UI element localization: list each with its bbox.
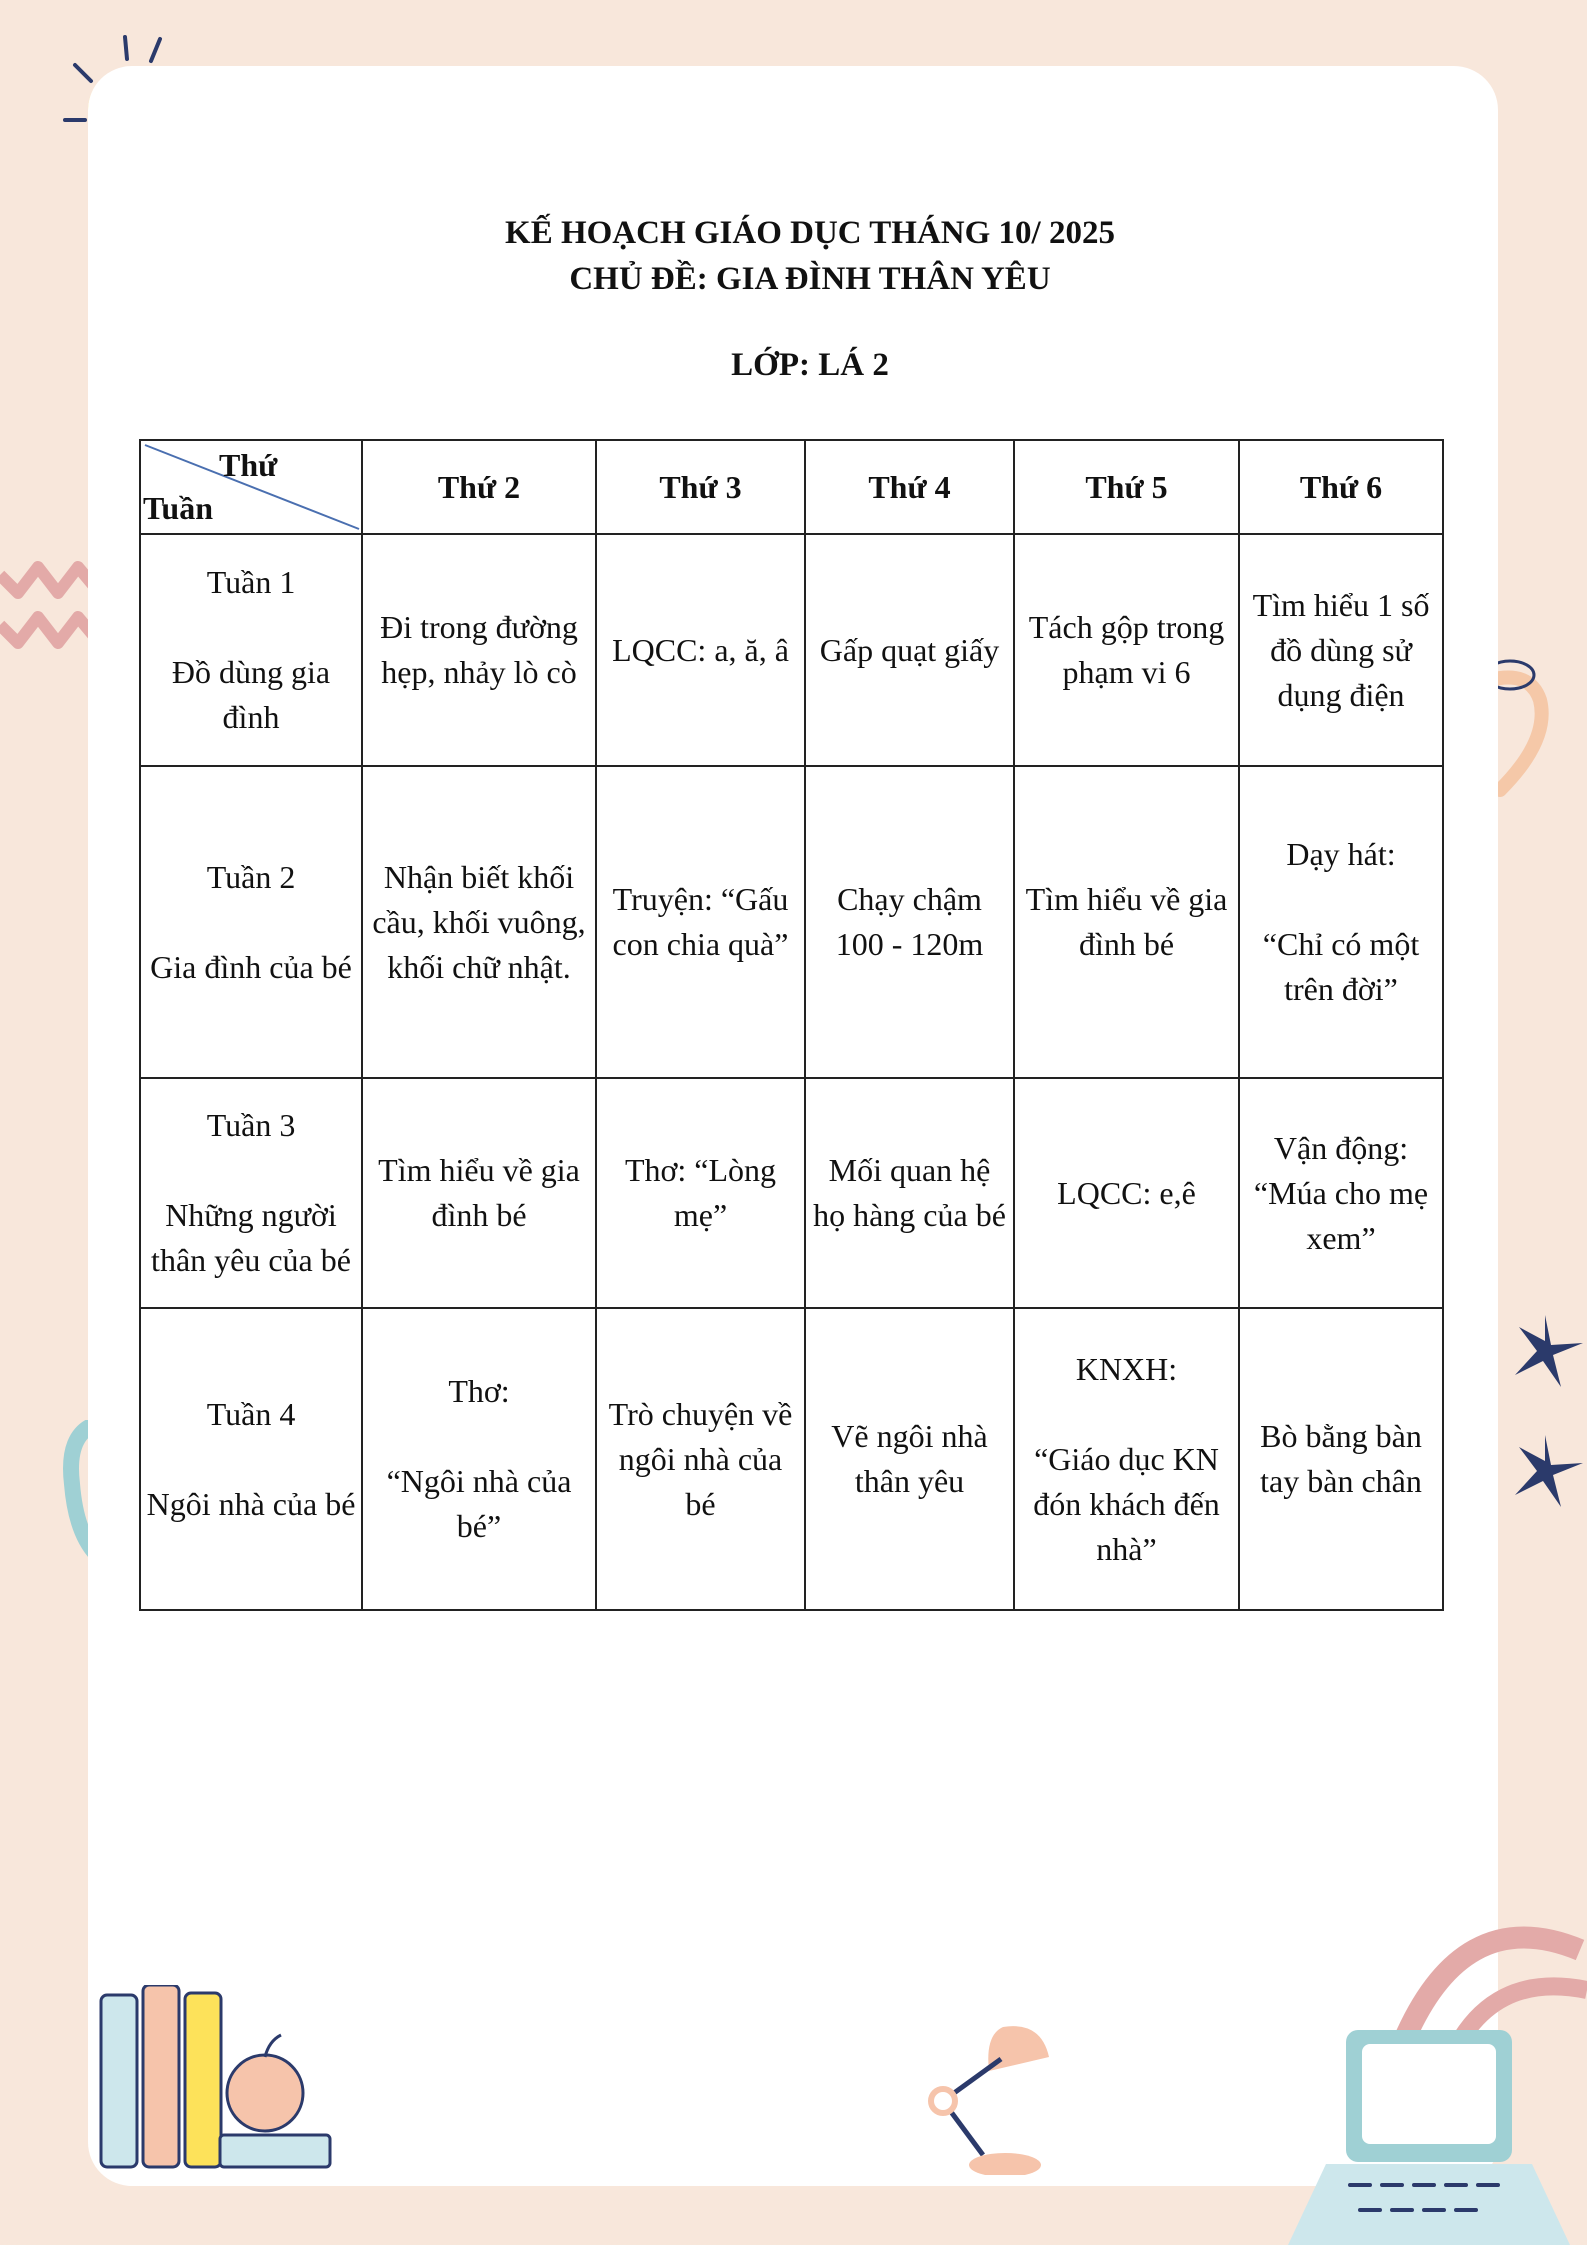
- week-label-cell: [140, 766, 362, 1078]
- activity-cell: Tách gộp trong phạm vi 6: [1014, 534, 1239, 766]
- activity-cell: Tìm hiểu về gia đình bé: [1014, 766, 1239, 1078]
- header-row: [140, 440, 1443, 534]
- activity-cell: Vận động: “Múa cho mẹ xem”: [1239, 1078, 1443, 1308]
- activity-cell: Trò chuyện về ngôi nhà của bé: [596, 1308, 805, 1610]
- activity-cell: LQCC: e,ê: [1014, 1078, 1239, 1308]
- activity-cell: Bò bằng bàn tay bàn chân: [1239, 1308, 1443, 1610]
- week-topic: Đồ dùng gia đình: [171, 654, 331, 735]
- week-row-2: [140, 766, 1443, 1078]
- activity-cell: Thơ: “Ngôi nhà của bé”: [362, 1308, 596, 1610]
- week-topic: Ngôi nhà của bé: [146, 1485, 356, 1522]
- activity-cell: KNXH: “Giáo dục KN đón khách đến nhà”: [1014, 1308, 1239, 1610]
- header-day-4: Thứ 4: [805, 440, 1014, 534]
- week-name: Tuần 4: [206, 1395, 296, 1432]
- activity-cell: Dạy hát: “Chỉ có một trên đời”: [1239, 766, 1443, 1078]
- week-topic: Những người thân yêu của bé: [151, 1197, 351, 1278]
- activity-cell: Đi trong đường hẹp, nhảy lò cò: [362, 534, 596, 766]
- activity-cell: Thơ: “Lòng mẹ”: [596, 1078, 805, 1308]
- header-day-5: Thứ 5: [1014, 440, 1239, 534]
- week-name: Tuần 3: [206, 1107, 296, 1143]
- week-row-3: [140, 1078, 1443, 1308]
- document-theme: CHỦ ĐỀ: GIA ĐÌNH THÂN YÊU: [569, 261, 1051, 297]
- week-label-cell: [140, 1308, 362, 1610]
- activity-cell: Truyện: “Gấu con chia quà”: [596, 766, 805, 1078]
- header-day-2: Thứ 2: [362, 440, 596, 534]
- header-day-3: Thứ 3: [596, 440, 805, 534]
- cross-icon: [1505, 1305, 1587, 1525]
- activity-cell: Nhận biết khối cầu, khối vuông, khối chữ nhật.: [362, 766, 596, 1078]
- activity-cell: Tìm hiểu về gia đình bé: [362, 1078, 596, 1308]
- books-icon: [95, 1985, 345, 2175]
- title-block: [0, 210, 1587, 388]
- week-topic: Gia đình của bé: [150, 948, 352, 985]
- corner-cell: [140, 440, 362, 534]
- activity-cell: Mối quan hệ họ hàng của bé: [805, 1078, 1014, 1308]
- activity-cell: Gấp quạt giấy: [805, 534, 1014, 766]
- schedule-table: [139, 439, 1444, 1611]
- class-label: LỚP: LÁ 2: [731, 347, 889, 383]
- corner-label-week: Tuần: [143, 490, 213, 526]
- laptop-icon: [1270, 1910, 1587, 2245]
- activity-cell: Chạy chậm 100 - 120m: [805, 766, 1014, 1078]
- activity-cell: LQCC: a, ă, â: [596, 534, 805, 766]
- desk-lamp-icon: [905, 2015, 1065, 2175]
- zigzag-icon: [0, 555, 100, 685]
- corner-label-day: Thứ: [219, 447, 278, 483]
- activity-cell: Vẽ ngôi nhà thân yêu: [805, 1308, 1014, 1610]
- document-title: KẾ HOẠCH GIÁO DỤC THÁNG 10/ 2025: [505, 215, 1115, 251]
- week-row-1: [140, 534, 1443, 766]
- week-row-4: [140, 1308, 1443, 1610]
- week-label-cell: [140, 534, 362, 766]
- week-name: Tuần 2: [206, 858, 296, 895]
- activity-cell: Tìm hiểu 1 số đồ dùng sử dụng điện: [1239, 534, 1443, 766]
- header-day-6: Thứ 6: [1239, 440, 1443, 534]
- week-name: Tuần 1: [206, 564, 296, 600]
- week-label-cell: [140, 1078, 362, 1308]
